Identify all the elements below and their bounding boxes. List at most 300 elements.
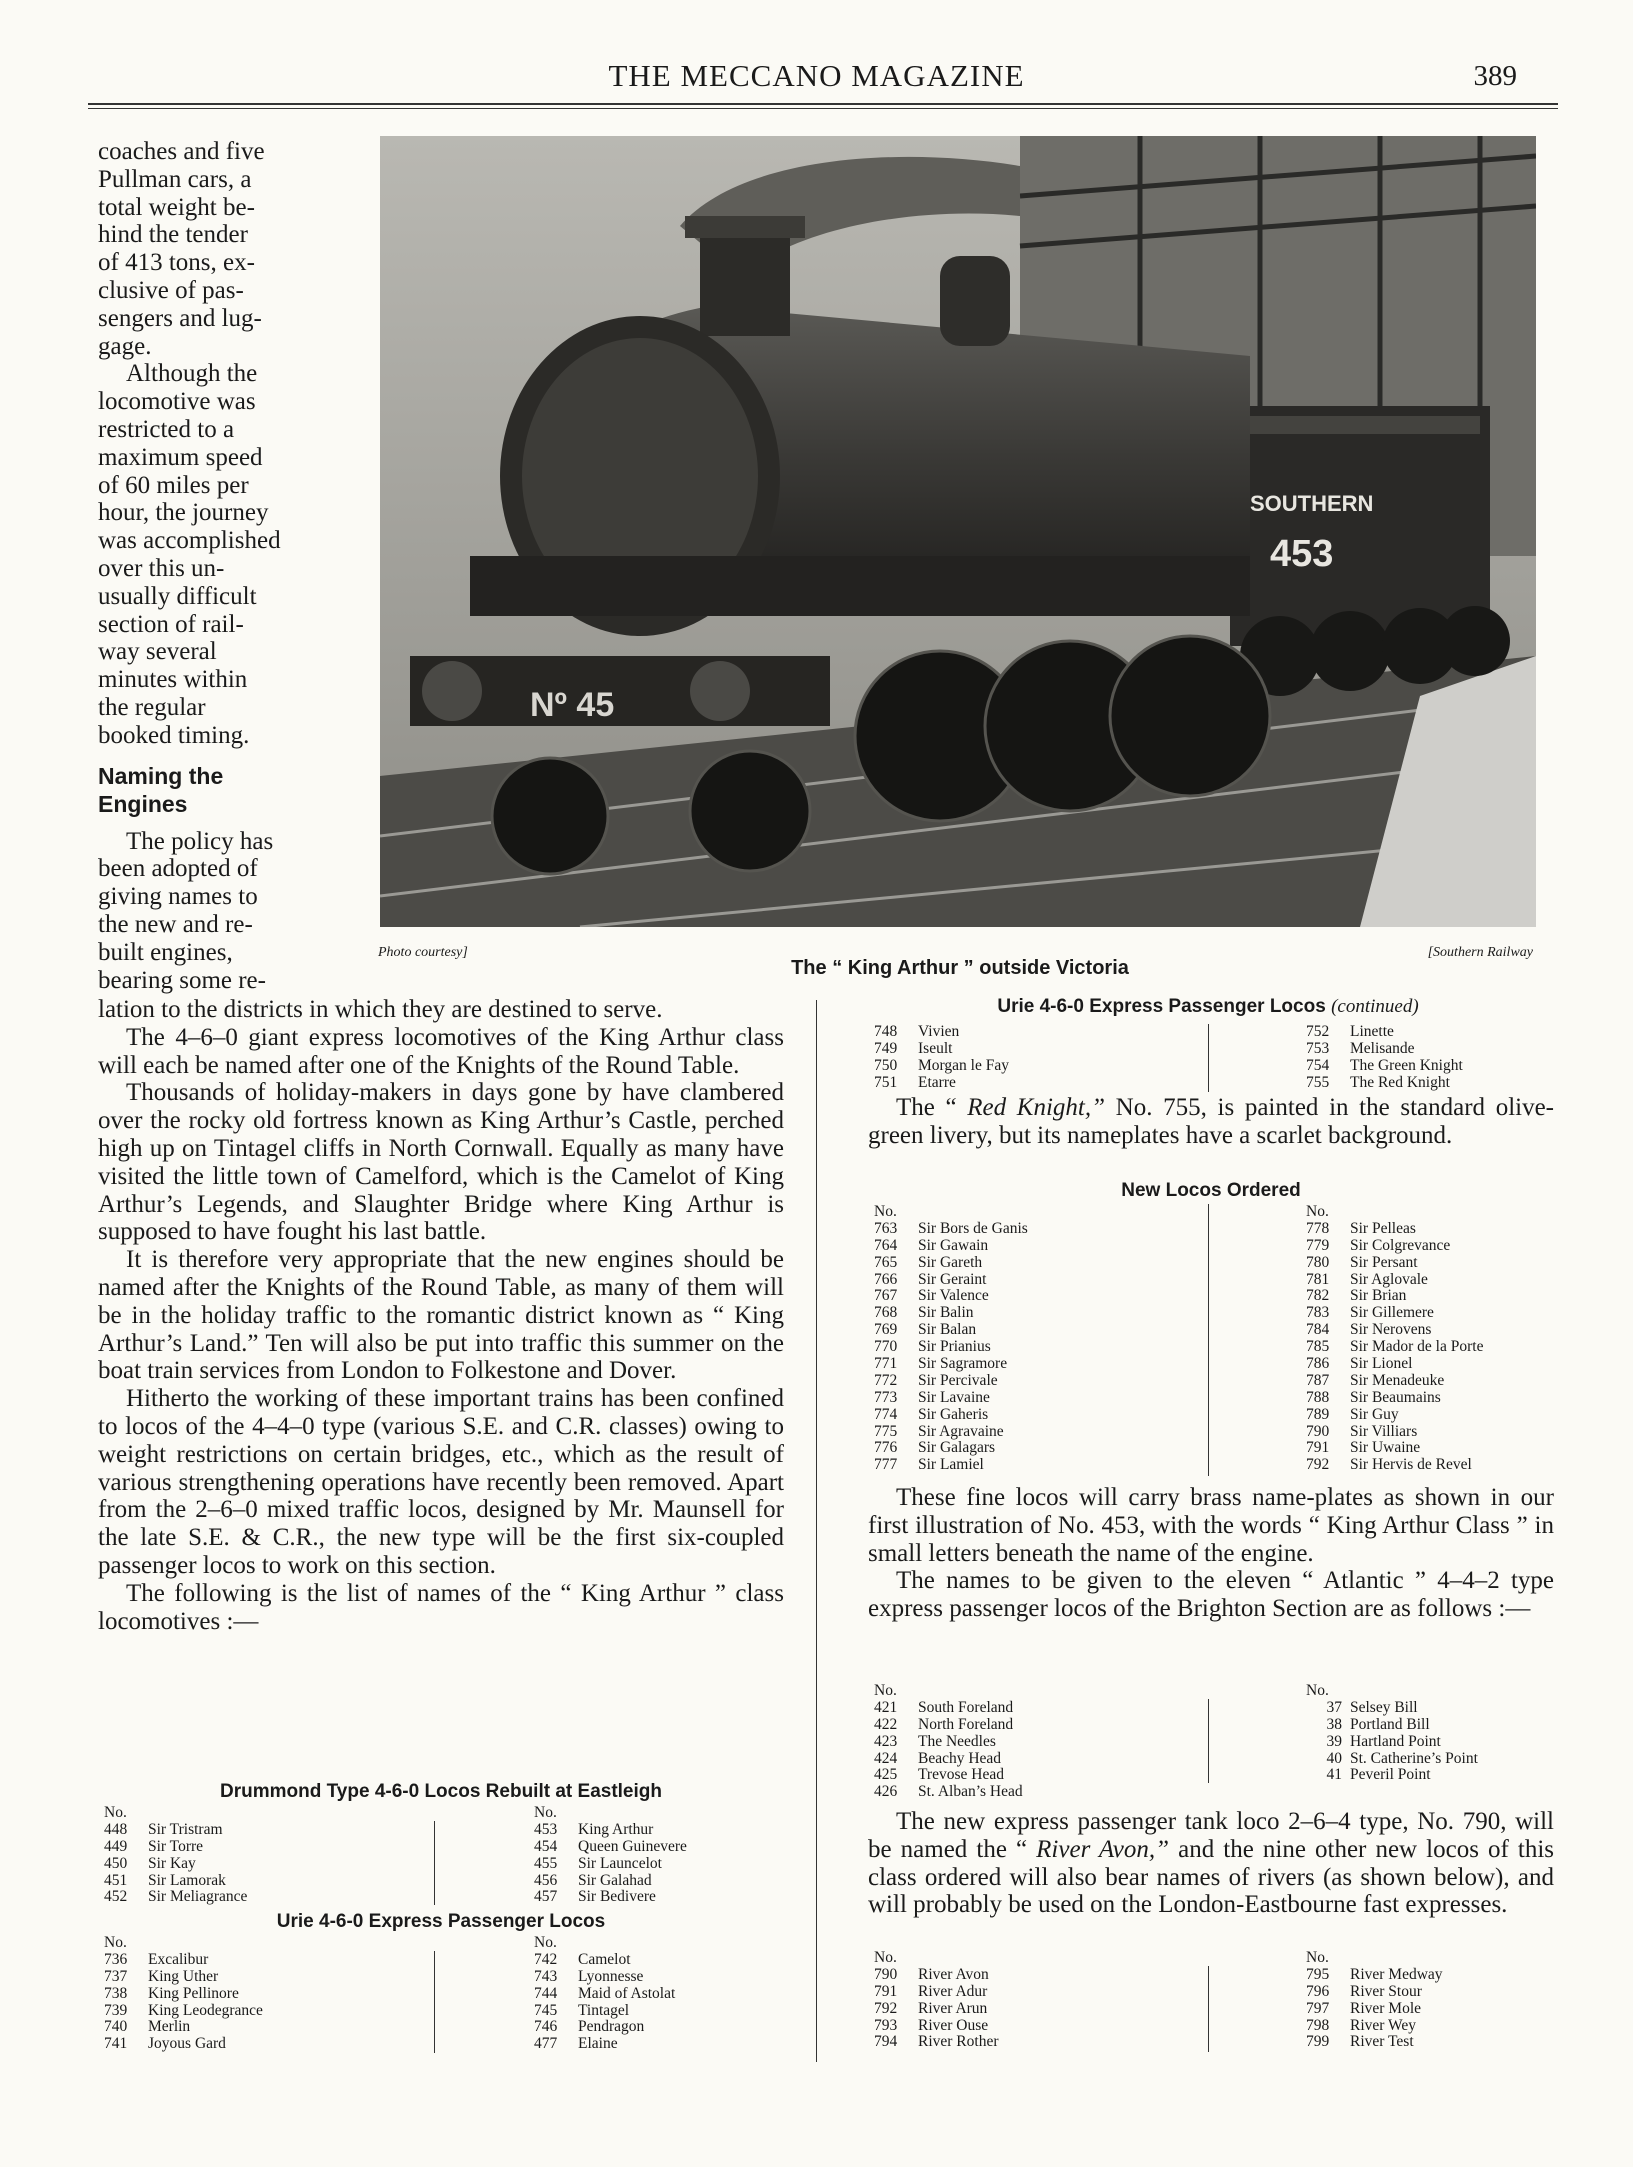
table-row xyxy=(874,1407,1028,1424)
loco-number: 768 xyxy=(874,1304,898,1322)
table-row xyxy=(104,1952,263,1969)
loco-name: Sir Nerovens xyxy=(1350,1321,1432,1339)
text-line: coaches and five xyxy=(98,138,265,165)
table-row xyxy=(104,1969,263,1986)
paragraph: The following is the list of names of the “ King Arthur ” class locomotives :— xyxy=(98,1579,784,1635)
loco-number: 749 xyxy=(874,1039,898,1057)
loco-name: King Pellinore xyxy=(148,1984,239,2002)
table-row xyxy=(1306,1356,1483,1373)
loco-number: 769 xyxy=(874,1321,898,1339)
column-divider xyxy=(1208,1966,1209,2052)
table-row xyxy=(874,1041,1009,1058)
text-line: usually difficult xyxy=(98,582,257,610)
heading-line: Engines xyxy=(98,790,188,817)
table-row xyxy=(874,1024,1009,1041)
loco-number: 41 xyxy=(1326,1766,1342,1784)
table-row xyxy=(874,1717,1023,1734)
loco-name: Sir Lavaine xyxy=(918,1388,990,1406)
table-row xyxy=(874,1751,1023,1768)
table-row xyxy=(1306,1373,1483,1390)
loco-name: King Leodegrance xyxy=(148,2001,263,2019)
drummond-table-title: Drummond Type 4-6-0 Locos Rebuilt at Eastleigh xyxy=(220,1781,662,1802)
table-row xyxy=(1306,1717,1478,1734)
table-row xyxy=(534,2019,675,2036)
loco-number: 764 xyxy=(874,1236,898,1254)
photo-caption: The “ King Arthur ” outside Victoria xyxy=(791,957,1129,979)
photo-credit-left: Photo courtesy] xyxy=(378,945,468,960)
loco-number: 798 xyxy=(1306,2016,1330,2034)
loco-number: 743 xyxy=(534,1967,558,1985)
loco-number: 748 xyxy=(874,1023,898,1040)
tank-loco-paragraph-box xyxy=(868,1808,1554,1919)
text-line: Although the xyxy=(126,360,258,388)
loco-number: 750 xyxy=(874,1056,898,1074)
loco-name: Sir Lionel xyxy=(1350,1355,1413,1373)
loco-number: 783 xyxy=(1306,1304,1330,1322)
loco-number: 745 xyxy=(534,2001,558,2019)
loco-name: River Ouse xyxy=(918,2016,989,2034)
loco-number: 736 xyxy=(104,1950,128,1968)
table-row xyxy=(874,1457,1028,1474)
loco-name: River Test xyxy=(1350,2033,1414,2051)
table-row xyxy=(534,1952,675,1969)
no-label: No. xyxy=(104,1804,127,1821)
text-line: total weight be- xyxy=(98,193,255,221)
text-line: locomotive was xyxy=(98,388,256,416)
loco-name: Sir Guy xyxy=(1350,1405,1399,1423)
table-row xyxy=(534,1986,675,2003)
loco-name: River Rother xyxy=(918,2033,999,2051)
table-row xyxy=(1306,2001,1443,2018)
no-label: No. xyxy=(1306,1682,1329,1699)
loco-name: River Adur xyxy=(918,1982,988,2000)
no-label: No. xyxy=(874,1682,897,1699)
table-row xyxy=(1306,1440,1483,1457)
table-column-left xyxy=(874,1683,1023,1801)
table-row xyxy=(874,1272,1028,1289)
loco-number: 794 xyxy=(874,2033,898,2051)
loco-number: 39 xyxy=(1326,1732,1342,1750)
table-column-left xyxy=(104,1935,263,2053)
heading-line: Naming the xyxy=(98,762,224,789)
loco-number: 752 xyxy=(1306,1023,1330,1040)
table-column-right xyxy=(534,1805,687,1906)
loco-name: Pendragon xyxy=(578,2018,645,2036)
table-column-right xyxy=(1306,1950,1443,2051)
table-row xyxy=(874,1288,1028,1305)
loco-number: 763 xyxy=(874,1219,898,1237)
loco-number: 751 xyxy=(874,1073,898,1091)
loco-name: Sir Mador de la Porte xyxy=(1350,1338,1484,1356)
loco-name: Trevose Head xyxy=(918,1766,1004,1784)
loco-name: Sir Geraint xyxy=(918,1270,987,1288)
table-row xyxy=(104,2003,263,2020)
table-row xyxy=(1306,1751,1478,1768)
table-row xyxy=(874,1255,1028,1272)
text-run: No. 755, is painted in the standard olive-green livery, but its nameplates have a scarlet background. xyxy=(868,1094,1555,1149)
loco-name: Sir Gawain xyxy=(918,1236,989,1254)
table-row xyxy=(874,1356,1028,1373)
loco-name: Sir Balan xyxy=(918,1321,977,1339)
loco-name: Sir Gaheris xyxy=(918,1405,989,1423)
loco-name: Sir Meliagrance xyxy=(148,1888,248,1906)
loco-name: Sir Balin xyxy=(918,1304,974,1322)
table-row xyxy=(874,1221,1028,1238)
loco-name: St. Alban’s Head xyxy=(918,1783,1023,1801)
table-row xyxy=(1306,2018,1443,2035)
urie-table-title: Urie 4-6-0 Express Passenger Locos xyxy=(276,1911,606,1932)
no-label: No. xyxy=(1306,1203,1329,1220)
table-row xyxy=(534,1889,687,1906)
table-row xyxy=(1306,1407,1483,1424)
text-line: hour, the journey xyxy=(98,499,269,527)
table-row xyxy=(1306,1322,1483,1339)
loco-number: 771 xyxy=(874,1355,898,1373)
loco-number: 741 xyxy=(104,2035,128,2053)
loco-name: St. Catherine’s Point xyxy=(1350,1749,1478,1767)
loco-number: 739 xyxy=(104,2001,128,2019)
loco-name: Sir Valence xyxy=(918,1287,989,1305)
table-row xyxy=(1306,1272,1483,1289)
loco-name: Etarre xyxy=(918,1073,956,1091)
table-row xyxy=(874,1339,1028,1356)
loco-name: Sir Bors de Ganis xyxy=(918,1219,1028,1237)
table-row xyxy=(874,1984,999,2001)
loco-number: 451 xyxy=(104,1871,128,1889)
table-row xyxy=(534,1822,687,1839)
loco-number: 780 xyxy=(1306,1253,1330,1271)
text-line: minutes within xyxy=(98,666,248,694)
table-row xyxy=(874,2034,999,2051)
table-title-suffix: (continued) xyxy=(1331,996,1419,1017)
loco-number: 37 xyxy=(1326,1698,1342,1716)
table-row xyxy=(874,2018,999,2035)
paragraph: Thousands of holiday-makers in days gone by have clambered over the rocky old fortress known as King Arthur’s Castle, perched high up on Tintagel cliffs in North Cornwall. Equally as many have visited the little town of Camelford, which is the Camelot of King Arthur’s Legends, and Slaughter Bridge where King Arthur is supposed to have fought his last battle. xyxy=(98,1079,784,1246)
loco-number: 740 xyxy=(104,2018,128,2036)
loco-number: 422 xyxy=(874,1715,898,1733)
header-rule-bottom xyxy=(88,108,1558,109)
no-label: No. xyxy=(874,1203,897,1220)
loco-name: Sir Launcelot xyxy=(578,1854,662,1872)
table-row xyxy=(874,1305,1028,1322)
table-row xyxy=(534,2036,675,2053)
text-line: gage. xyxy=(98,332,152,360)
table-row xyxy=(104,2036,263,2053)
loco-number: 773 xyxy=(874,1388,898,1406)
loco-name: Portland Bill xyxy=(1350,1715,1430,1733)
loco-number: 775 xyxy=(874,1422,898,1440)
paragraph xyxy=(868,1094,1554,1150)
loco-number: 425 xyxy=(874,1766,898,1784)
smokebox-plate: Nº 45 xyxy=(530,686,615,724)
table-row xyxy=(104,1839,247,1856)
loco-number: 796 xyxy=(1306,1982,1330,2000)
table-row xyxy=(1306,1424,1483,1441)
loco-number: 782 xyxy=(1306,1287,1330,1305)
table-row xyxy=(1306,1457,1483,1474)
loco-number: 791 xyxy=(1306,1439,1330,1457)
table-row xyxy=(874,1734,1023,1751)
text-line: way several xyxy=(98,638,217,666)
loco-name: Sir Percivale xyxy=(918,1371,998,1389)
loco-name: Beachy Head xyxy=(918,1749,1002,1767)
loco-name: Sir Hervis de Revel xyxy=(1350,1456,1472,1474)
loco-number: 452 xyxy=(104,1888,128,1906)
left-column-body xyxy=(98,996,784,1635)
loco-name: River Mole xyxy=(1350,1999,1422,2017)
text-line: Pullman cars, a xyxy=(98,165,252,193)
table-row xyxy=(874,1440,1028,1457)
table-row xyxy=(1306,1305,1483,1322)
table-column-right xyxy=(1306,1204,1483,1474)
loco-name: Excalibur xyxy=(148,1950,209,1968)
table-row xyxy=(104,1889,247,1906)
narrow-para-2 xyxy=(98,360,318,749)
loco-number: 455 xyxy=(534,1854,558,1872)
loco-number: 787 xyxy=(1306,1371,1330,1389)
loco-number: 784 xyxy=(1306,1321,1330,1339)
loco-number: 790 xyxy=(874,1965,898,1983)
loco-name: Sir Villiars xyxy=(1350,1422,1418,1440)
text-line: giving names to xyxy=(98,883,258,911)
loco-number: 424 xyxy=(874,1749,898,1767)
narrow-para-3 xyxy=(98,828,318,995)
table-row xyxy=(874,1390,1028,1407)
text-line: restricted to a xyxy=(98,415,235,443)
text-line: was accomplished xyxy=(98,527,281,555)
loco-name: The Green Knight xyxy=(1350,1056,1463,1074)
loco-name: Peveril Point xyxy=(1350,1766,1431,1784)
loco-name: King Uther xyxy=(148,1967,219,1985)
tender-lettering: SOUTHERN xyxy=(1250,491,1374,516)
table-column-left xyxy=(874,1204,1028,1474)
text-line: section of rail- xyxy=(98,610,244,638)
loco-number: 785 xyxy=(1306,1338,1330,1356)
loco-number: 790 xyxy=(1306,1422,1330,1440)
section-heading xyxy=(98,762,318,818)
new-locos-title: New Locos Ordered xyxy=(1121,1180,1301,1201)
loco-number: 765 xyxy=(874,1253,898,1271)
text-line: sengers and lug- xyxy=(98,304,262,332)
loco-number: 788 xyxy=(1306,1388,1330,1406)
loco-name: Merlin xyxy=(148,2018,191,2036)
loco-number: 779 xyxy=(1306,1236,1330,1254)
loco-number: 456 xyxy=(534,1871,558,1889)
table-row xyxy=(1306,1984,1443,2001)
loco-number: 742 xyxy=(534,1950,558,1968)
column-divider xyxy=(1208,1699,1209,1783)
loco-name-italic: Red Knight,” xyxy=(967,1094,1106,1121)
urie-table xyxy=(104,1935,784,2055)
loco-name: Sir Galagars xyxy=(918,1439,996,1457)
loco-name: The Red Knight xyxy=(1350,1073,1450,1091)
loco-name: Iseult xyxy=(918,1039,953,1057)
loco-name: Joyous Gard xyxy=(148,2035,226,2053)
text-line: maximum speed xyxy=(98,443,263,471)
text-line: bearing some re- xyxy=(98,966,266,994)
loco-name: King Arthur xyxy=(578,1820,654,1838)
loco-number: 799 xyxy=(1306,2033,1330,2051)
table-row xyxy=(1306,1075,1463,1092)
red-knight-paragraph-box xyxy=(868,1094,1554,1150)
loco-number: 421 xyxy=(874,1698,898,1716)
loco-name: Sir Tristram xyxy=(148,1820,223,1838)
rivers-table xyxy=(874,1950,1554,2055)
loco-name: Tintagel xyxy=(578,2001,630,2019)
text-line: over this un- xyxy=(98,554,225,582)
atlantic-table xyxy=(874,1683,1554,1803)
loco-name: Sir Menadeuke xyxy=(1350,1371,1445,1389)
table-column-left xyxy=(874,1950,999,2051)
column-divider xyxy=(1208,1204,1209,1476)
table-row xyxy=(1306,1024,1463,1041)
loco-name: Camelot xyxy=(578,1950,631,1968)
paragraph: The names to be given to the eleven “ Atlantic ” 4–4–2 type express passenger locos of the Brighton Section are as follows :— xyxy=(868,1567,1554,1623)
left-narrow-text xyxy=(98,138,318,994)
loco-number: 454 xyxy=(534,1837,558,1855)
loco-name: Vivien xyxy=(918,1023,960,1040)
table-row xyxy=(874,1700,1023,1717)
tender-number: 453 xyxy=(1270,533,1334,575)
column-rule xyxy=(816,1000,817,2062)
table-row xyxy=(874,1767,1023,1784)
loco-name-italic: River Avon,” xyxy=(1036,1835,1170,1863)
table-row xyxy=(1306,1288,1483,1305)
loco-name: Selsey Bill xyxy=(1350,1698,1418,1716)
table-column-left xyxy=(874,1024,1009,1092)
table-row xyxy=(874,1058,1009,1075)
loco-name: Morgan le Fay xyxy=(918,1056,1009,1074)
drummond-table xyxy=(104,1805,784,1905)
new-locos-table xyxy=(874,1204,1554,1479)
table-column-right xyxy=(534,1935,675,2053)
paragraph xyxy=(868,1808,1554,1919)
loco-name: South Foreland xyxy=(918,1698,1014,1716)
text-line: built engines, xyxy=(98,938,233,966)
table-row xyxy=(874,1373,1028,1390)
text-line: The policy has xyxy=(126,827,274,855)
column-divider xyxy=(434,1821,435,1905)
loco-name: River Stour xyxy=(1350,1982,1422,2000)
loco-number: 754 xyxy=(1306,1056,1330,1074)
magazine-title: THE MECCANO MAGAZINE xyxy=(608,58,1025,93)
loco-number: 795 xyxy=(1306,1965,1330,1983)
paragraph: Hitherto the working of these important trains has been confined to locos of the 4–4–0 type (various S.E. and C.R. classes) owing to weight restrictions on certain bridges, etc., which as the result of various strengthening operations have recently been removed. Apart from the 2–6–0 mixed traffic locos, designed by Mr. Maunsell for the late S.E. & C.R., the new type will be the first six-coupled passenger locos to work on this section. xyxy=(98,1385,784,1579)
loco-name: Sir Brian xyxy=(1350,1287,1407,1305)
loco-number: 753 xyxy=(1306,1039,1330,1057)
brass-atlantic-text xyxy=(868,1484,1554,1623)
loco-number: 772 xyxy=(874,1371,898,1389)
text-line: of 60 miles per xyxy=(98,471,249,499)
loco-name: Sir Pelleas xyxy=(1350,1219,1416,1237)
text-line: the regular xyxy=(98,693,206,721)
loco-number: 781 xyxy=(1306,1270,1330,1288)
no-label: No. xyxy=(104,1934,127,1951)
text-run: and the nine other new locos of this class ordered will also bear names of rivers (as shown below), and will probably be used on the London-Eastbourne fast expresses. xyxy=(868,1835,1555,1919)
table-row xyxy=(1306,1390,1483,1407)
paragraph: lation to the districts in which they are destined to serve. xyxy=(98,996,663,1023)
table-row xyxy=(104,1986,263,2003)
loco-number: 789 xyxy=(1306,1405,1330,1423)
loco-number: 448 xyxy=(104,1820,128,1838)
loco-name: Lyonnesse xyxy=(578,1967,644,1985)
loco-number: 453 xyxy=(534,1820,558,1838)
loco-number: 792 xyxy=(1306,1456,1330,1474)
table-row xyxy=(534,2003,675,2020)
loco-number: 449 xyxy=(104,1837,128,1855)
table-row xyxy=(534,1873,687,1890)
table-row xyxy=(874,1238,1028,1255)
table-row xyxy=(104,1873,247,1890)
loco-name: Sir Aglovale xyxy=(1350,1270,1428,1288)
loco-number: 457 xyxy=(534,1888,558,1906)
header-rule-top xyxy=(88,103,1558,105)
loco-name: River Medway xyxy=(1350,1965,1443,1983)
table-row xyxy=(874,1784,1023,1801)
loco-name: Sir Agravaine xyxy=(918,1422,1004,1440)
loco-name: Maid of Astolat xyxy=(578,1984,676,2002)
table-row xyxy=(1306,1967,1443,1984)
loco-number: 797 xyxy=(1306,1999,1330,2017)
paragraph: It is therefore very appropriate that the new engines should be named after the Knights of the Round Table, as many of them will be in the holiday traffic to the romantic district known as “ King Arthur’s Land.” Ten will also be put into traffic this summer on the boat train services from London to Folkestone and Dover. xyxy=(98,1246,784,1385)
loco-name: Sir Lamorak xyxy=(148,1871,226,1889)
table-row xyxy=(534,1839,687,1856)
table-row xyxy=(104,1856,247,1873)
loco-name: Queen Guinevere xyxy=(578,1837,687,1855)
table-row xyxy=(1306,1221,1483,1238)
loco-name: Sir Gareth xyxy=(918,1253,983,1271)
table-column-right xyxy=(1306,1683,1478,1784)
table-row xyxy=(1306,1734,1478,1751)
loco-number: 793 xyxy=(874,2016,898,2034)
text-run: The “ xyxy=(896,1094,968,1121)
loco-name: Sir Torre xyxy=(148,1837,204,1855)
table-row xyxy=(1306,1041,1463,1058)
table-row xyxy=(1306,1767,1478,1784)
text-line: booked timing. xyxy=(98,721,250,749)
text-run: The new express passenger tank loco 2–6–4 type, No. 790, will be named the “ xyxy=(868,1808,1554,1863)
loco-number: 426 xyxy=(874,1783,898,1801)
loco-number: 786 xyxy=(1306,1355,1330,1373)
text-line: clusive of pas- xyxy=(98,276,244,304)
loco-number: 737 xyxy=(104,1967,128,1985)
table-row xyxy=(104,1822,247,1839)
loco-number: 738 xyxy=(104,1984,128,2002)
table-row xyxy=(1306,1255,1483,1272)
urie-continued-table xyxy=(874,1024,1554,1094)
loco-name: Sir Prianius xyxy=(918,1338,991,1356)
loco-number: 792 xyxy=(874,1999,898,2017)
loco-number: 770 xyxy=(874,1338,898,1356)
loco-number: 774 xyxy=(874,1405,898,1423)
loco-name: Sir Bedivere xyxy=(578,1888,656,1906)
urie-continued-title xyxy=(868,996,1548,1018)
loco-number: 746 xyxy=(534,2018,558,2036)
loco-name: River Arun xyxy=(918,1999,988,2017)
loco-number: 744 xyxy=(534,1984,558,2002)
column-divider xyxy=(434,1951,435,2053)
text-line: of 413 tons, ex- xyxy=(98,249,255,277)
table-row xyxy=(874,1967,999,1984)
loco-name: Sir Lamiel xyxy=(918,1456,984,1474)
text-line: been adopted of xyxy=(98,855,258,883)
table-row xyxy=(1306,1238,1483,1255)
table-row xyxy=(874,1075,1009,1092)
loco-number: 38 xyxy=(1326,1715,1342,1733)
loco-name: Linette xyxy=(1350,1023,1394,1040)
loco-name: The Needles xyxy=(918,1732,996,1750)
loco-number: 40 xyxy=(1326,1749,1342,1767)
